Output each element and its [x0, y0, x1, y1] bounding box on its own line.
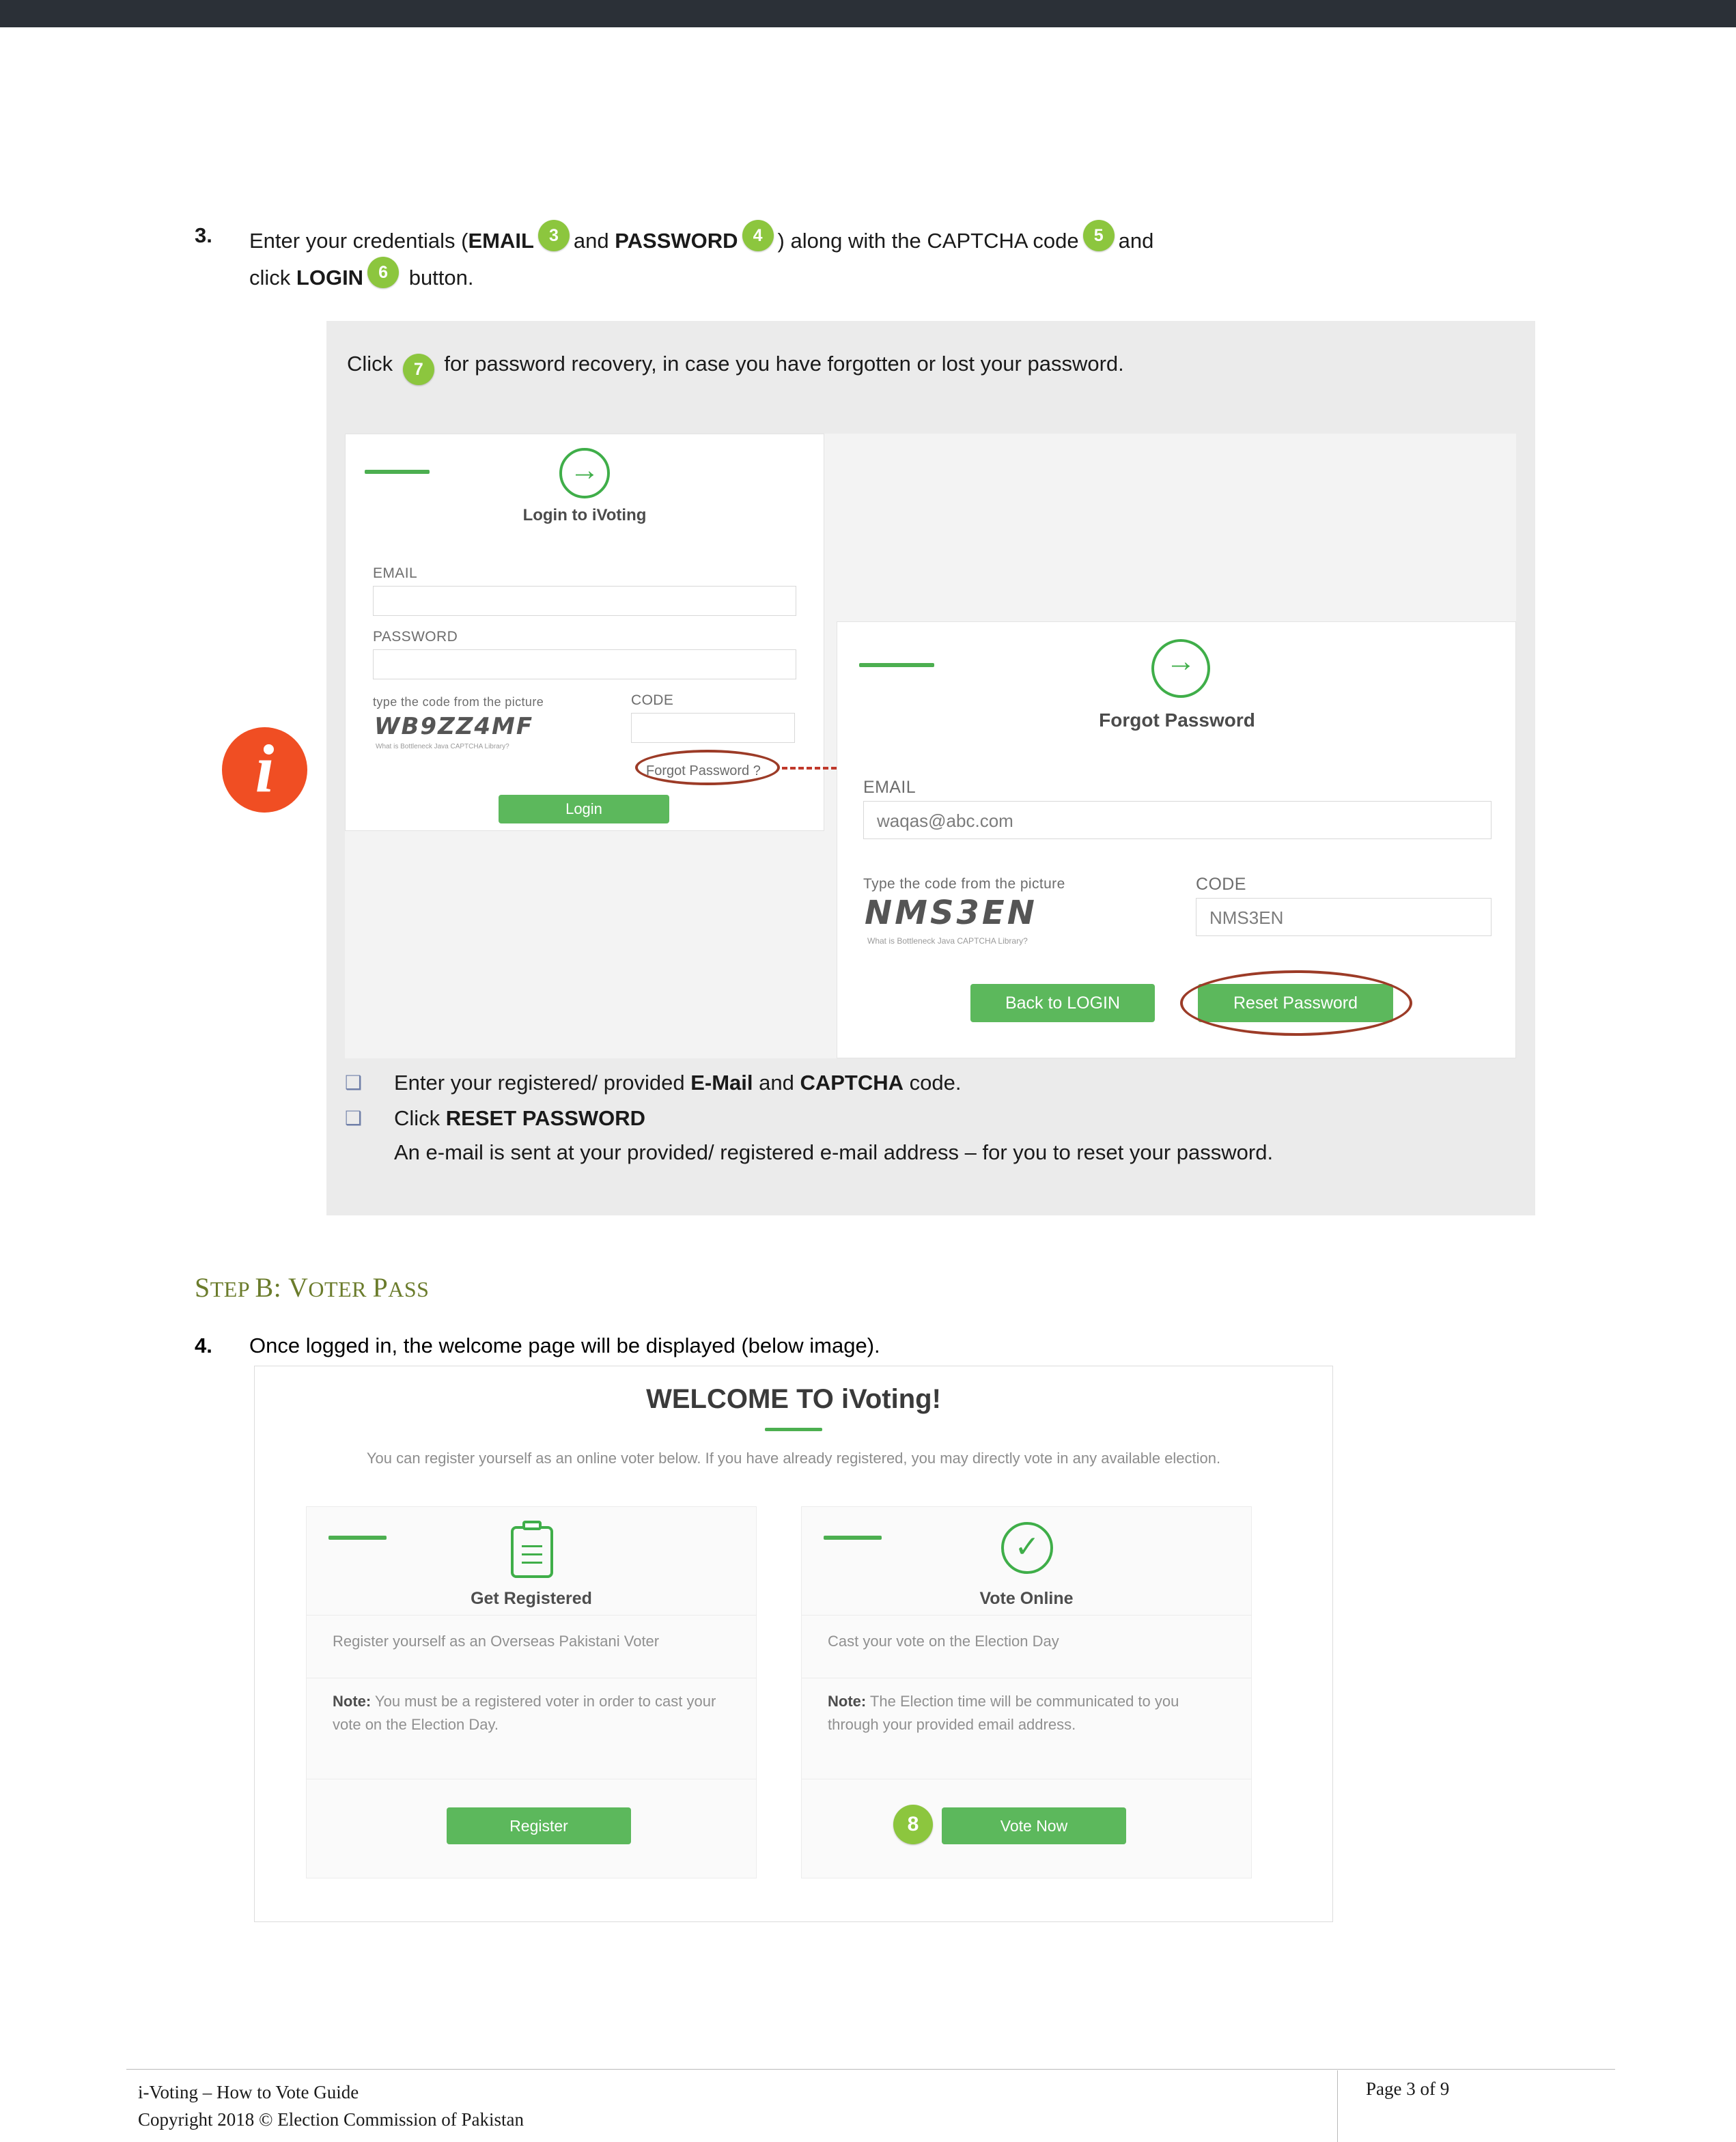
accent-line: [328, 1536, 387, 1540]
step-b-h1: S: [195, 1272, 210, 1303]
footer-page-number: Page 3 of 9: [1366, 2078, 1450, 2099]
vote-online-card: [801, 1506, 1252, 1878]
login-keyword: LOGIN: [296, 266, 364, 290]
forgot-email-value: waqas@abc.com: [877, 811, 1013, 831]
card-description: Cast your vote on the Election Day: [828, 1633, 1059, 1650]
card-note: [828, 1690, 1225, 1736]
vote-now-button[interactable]: Vote Now: [942, 1807, 1126, 1844]
information-icon: i: [222, 727, 307, 813]
list-item: [345, 1101, 1459, 1136]
note-text: The Election time will be communicated to you through your provided email address.: [828, 1693, 1179, 1733]
step-4-number: 4.: [195, 1334, 212, 1357]
step-3-t2: and: [573, 229, 609, 253]
forgot-card-title: Forgot Password: [1099, 709, 1255, 731]
step-3-paragraph: [195, 220, 1492, 294]
clipboard-icon: [511, 1526, 553, 1578]
note-label: Note:: [828, 1693, 867, 1710]
forgot-code-value: NMS3EN: [1209, 907, 1284, 928]
login-code-label: CODE: [631, 692, 674, 708]
forgot-arrow-icon: [1151, 639, 1210, 698]
welcome-subtitle: You can register yourself as an online voter below. If you have already registered, you may directly vote in any available election.: [366, 1450, 1221, 1467]
register-button[interactable]: Register: [447, 1807, 631, 1844]
step-b-h4: P: [372, 1272, 389, 1303]
bullet-glyph: ❑: [345, 1071, 363, 1094]
marker-3: 3: [538, 220, 570, 251]
marker-4: 4: [742, 220, 774, 251]
footer-divider: [126, 2069, 1615, 2070]
divider: [307, 1615, 756, 1616]
note-text: You must be a registered voter in order to cast your vote on the Election Day.: [333, 1693, 716, 1733]
bullet-text-mid: and: [753, 1071, 800, 1095]
login-password-label: PASSWORD: [373, 629, 458, 645]
info-trailing-text: An e-mail is sent at your provided/ registered e-mail address – for you to reset your password.: [394, 1140, 1274, 1164]
step-4-paragraph: [195, 1330, 1492, 1362]
step-3-text: [249, 220, 1492, 294]
login-card-title: Login to iVoting: [522, 506, 647, 524]
forgot-email-label: EMAIL: [863, 778, 916, 797]
card-title: Get Registered: [471, 1589, 592, 1608]
bullet-text-post: code.: [904, 1071, 962, 1095]
info-bullet-list: [345, 1065, 1459, 1169]
step-b-h3b: OTER: [308, 1277, 373, 1301]
list-item: [345, 1065, 1459, 1101]
forgot-captcha-prompt: Type the code from the picture: [863, 876, 1065, 892]
step-3-t3: ) along with the CAPTCHA code: [777, 229, 1079, 253]
forgot-code-label: CODE: [1196, 875, 1246, 894]
step-3-t1: Enter your credentials (: [249, 229, 468, 253]
step-b-h1b: TEP: [210, 1277, 255, 1301]
welcome-title: WELCOME TO iVoting!: [646, 1384, 941, 1414]
step-b-heading: [195, 1271, 429, 1303]
email-keyword: EMAIL: [468, 229, 534, 253]
card-note: [333, 1690, 730, 1736]
captcha-emphasis: CAPTCHA: [800, 1071, 904, 1095]
get-registered-card: [306, 1506, 757, 1878]
marker-5: 5: [1083, 220, 1115, 251]
check-circle-icon: [1001, 1522, 1053, 1574]
bullet-text-pre: Click: [394, 1106, 446, 1130]
footer-guide-title: i-Voting – How to Vote Guide: [138, 2082, 359, 2102]
bullet-text-pre: Enter your registered/ provided: [394, 1071, 691, 1095]
footer-copyright: Copyright 2018 © Election Commission of Pakistan: [138, 2109, 524, 2130]
step-3-t4: and: [1118, 229, 1154, 253]
info-click-word: Click: [347, 352, 393, 376]
login-code-input[interactable]: [631, 713, 795, 743]
step-3-t6: button.: [408, 266, 474, 290]
reset-password-button[interactable]: Reset Password: [1198, 984, 1393, 1022]
login-captcha-image: WB9ZZ4MF: [374, 713, 534, 740]
login-captcha-prompt: type the code from the picture: [373, 695, 544, 709]
card-description: Register yourself as an Overseas Pakistani Voter: [333, 1633, 660, 1650]
forgot-password-card: [837, 621, 1516, 1058]
login-arrow-icon: [559, 448, 610, 498]
reset-password-emphasis: RESET PASSWORD: [445, 1106, 646, 1130]
accent-line: [765, 1428, 822, 1431]
footer-column-divider: [1337, 2070, 1338, 2142]
marker-8: 8: [893, 1805, 933, 1844]
login-captcha-caption: What is Bottleneck Java CAPTCHA Library?: [376, 743, 509, 750]
info-click-line: [347, 348, 1124, 385]
step-b-h4b: ASS: [388, 1277, 430, 1301]
forgot-captcha-caption: What is Bottleneck Java CAPTCHA Library?: [867, 936, 1028, 946]
login-email-label: EMAIL: [373, 565, 418, 581]
marker-7: 7: [403, 354, 434, 385]
login-email-input[interactable]: [373, 586, 796, 616]
login-button[interactable]: Login: [499, 795, 669, 823]
step-b-h2: B:: [255, 1272, 289, 1303]
divider: [802, 1615, 1251, 1616]
welcome-page-screenshot: [254, 1366, 1333, 1922]
info-click-rest: for password recovery, in case you have forgotten or lost your password.: [444, 352, 1124, 376]
step-3-t5: click: [249, 266, 291, 290]
page-top-bar: [0, 0, 1736, 27]
forgot-password-link[interactable]: Forgot Password ?: [646, 763, 761, 778]
accent-line: [365, 470, 430, 474]
footer-left: [138, 2078, 524, 2133]
login-password-input[interactable]: [373, 649, 796, 679]
back-to-login-button[interactable]: Back to LOGIN: [970, 984, 1155, 1022]
login-and-forgot-screenshot: [345, 434, 1516, 1058]
card-title: Vote Online: [979, 1589, 1074, 1608]
password-keyword: PASSWORD: [615, 229, 738, 253]
note-label: Note:: [333, 1693, 372, 1710]
forgot-captcha-image: NMS3EN: [865, 894, 1037, 932]
accent-line: [859, 663, 934, 667]
forgot-password-annotation-ellipse: [635, 750, 780, 785]
login-card: [345, 434, 824, 831]
accent-line: [824, 1536, 882, 1540]
step-4-text: Once logged in, the welcome page will be displayed (below image).: [249, 1334, 880, 1357]
step-3-number: 3.: [195, 223, 212, 247]
bullet-glyph: ❑: [345, 1107, 363, 1129]
step-b-h3: V: [288, 1272, 309, 1303]
reset-password-annotation-ellipse: [1180, 970, 1412, 1036]
email-emphasis: E-Mail: [690, 1071, 753, 1095]
marker-6: 6: [367, 257, 399, 288]
